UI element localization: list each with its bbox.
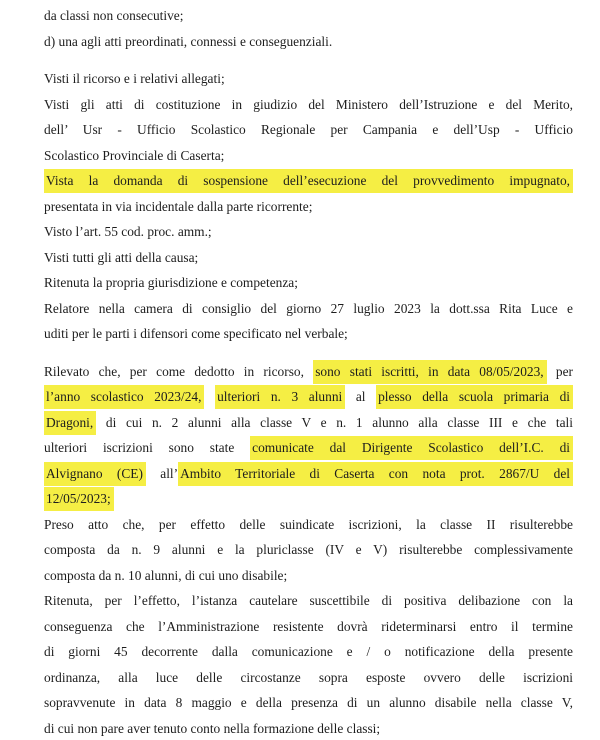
highlighted-text: Vista la domanda di sospensione dell’esecuzione del provvedimento impugnato, <box>44 169 573 193</box>
text-segment: presentata in via incidentale dalla parte ricorrente; <box>44 198 313 214</box>
text-line <box>44 219 573 245</box>
text-line <box>44 563 573 589</box>
text-line <box>44 665 573 691</box>
text-segment: uditi per le parti i difensori come specificato nel verbale; <box>44 326 348 341</box>
text-segment: dell’ Usr - Ufficio Scolastico Regionale per Campania e dell’Usp - Ufficio <box>44 122 573 137</box>
text-line <box>44 359 573 385</box>
text-segment: Relatore nella camera di consiglio del giorno 27 luglio 2023 la dott.ssa Rita Luce e <box>44 300 573 316</box>
text-segment: conseguenza che l’Amministrazione resistente dovrà rideterminarsi entro il termine <box>44 618 573 634</box>
highlighted-text: sono stati iscritti, in data 08/05/2023, <box>313 360 546 384</box>
text-line <box>44 143 573 169</box>
text-line <box>44 537 573 563</box>
highlighted-text: Ambito Territoriale di Caserta con nota prot. 2867/U del <box>178 462 573 486</box>
text-line <box>44 296 573 322</box>
document-body <box>44 3 573 740</box>
text-line <box>44 639 573 665</box>
highlighted-text: l’anno scolastico 2023/24, <box>44 385 204 409</box>
highlighted-text: ulteriori n. 3 alunni <box>215 385 345 409</box>
text-segment: Ritenuta, per l’effetto, l’istanza cautelare suscettibile di positiva delibazione con la <box>44 593 573 608</box>
highlighted-text: comunicate dal Dirigente Scolastico dell’I.C. di <box>250 436 573 460</box>
text-line <box>44 716 573 740</box>
text-line <box>44 512 573 538</box>
text-segment: Visto l’art. 55 cod. proc. amm.; <box>44 224 212 239</box>
text-line <box>44 66 573 92</box>
text-segment: Visti il ricorso e i relativi allegati; <box>44 71 225 86</box>
text-line <box>44 384 573 410</box>
text-segment: Preso atto che, per effetto delle suindicate iscrizioni, la classe II risulterebbe <box>44 516 573 532</box>
text-line <box>44 3 573 29</box>
text-segment: all’ <box>145 465 179 481</box>
text-segment: da classi non consecutive; <box>44 8 184 23</box>
text-line <box>44 486 573 512</box>
text-line <box>44 92 573 118</box>
text-line <box>44 29 573 55</box>
text-segment: composta da n. 9 alunni e la pluriclasse (IV e V) risulterebbe complessivamente <box>44 542 573 557</box>
text-segment: di giorni 45 decorrente dalla comunicazione e / o notificazione della presente <box>44 644 573 659</box>
text-segment: Scolastico Provinciale di Caserta; <box>44 147 225 163</box>
text-segment: di cui non pare aver tenuto conto nella formazione delle classi; <box>44 720 381 736</box>
text-segment: sopravvenute in data 8 maggio e della presenza di un alunno disabile nella classe V, <box>44 695 573 710</box>
text-segment: ordinanza, alla luce delle circostanze sopra esposte ovvero delle iscrizioni <box>44 669 573 685</box>
text-segment: per <box>546 363 573 379</box>
text-line <box>44 245 573 271</box>
text-segment: ulteriori iscrizioni sono state <box>44 440 251 455</box>
text-segment: Ritenuta la propria giurisdizione e competenza; <box>44 275 298 290</box>
text-line <box>44 461 573 487</box>
highlighted-text: 12/05/2023; <box>44 487 114 511</box>
text-line <box>44 194 573 220</box>
text-line <box>44 690 573 716</box>
text-line <box>44 117 573 143</box>
text-line <box>44 321 573 347</box>
highlighted-text: plesso della scuola primaria di <box>376 385 573 409</box>
text-segment: composta da n. 10 alunni, di cui uno disabile; <box>44 567 288 583</box>
text-segment: Rilevato che, per come dedotto in ricorso, <box>44 363 314 379</box>
text-segment <box>204 389 215 404</box>
highlighted-text: Dragoni, <box>44 411 96 435</box>
text-segment: d) una agli atti preordinati, connessi e conseguenziali. <box>44 33 333 49</box>
text-segment: di cui n. 2 alunni alla classe V e n. 1 alunno alla classe III e che tali <box>96 414 573 430</box>
text-segment: Visti tutti gli atti della causa; <box>44 249 199 265</box>
text-line <box>44 588 573 614</box>
highlighted-text: Alvignano (CE) <box>44 462 146 486</box>
text-line <box>44 168 573 194</box>
text-segment: al <box>345 389 377 404</box>
text-line <box>44 614 573 640</box>
text-line <box>44 435 573 461</box>
text-line <box>44 270 573 296</box>
text-line <box>44 410 573 436</box>
text-segment: Visti gli atti di costituzione in giudizio del Ministero dell’Istruzione e del Merito, <box>44 96 573 112</box>
